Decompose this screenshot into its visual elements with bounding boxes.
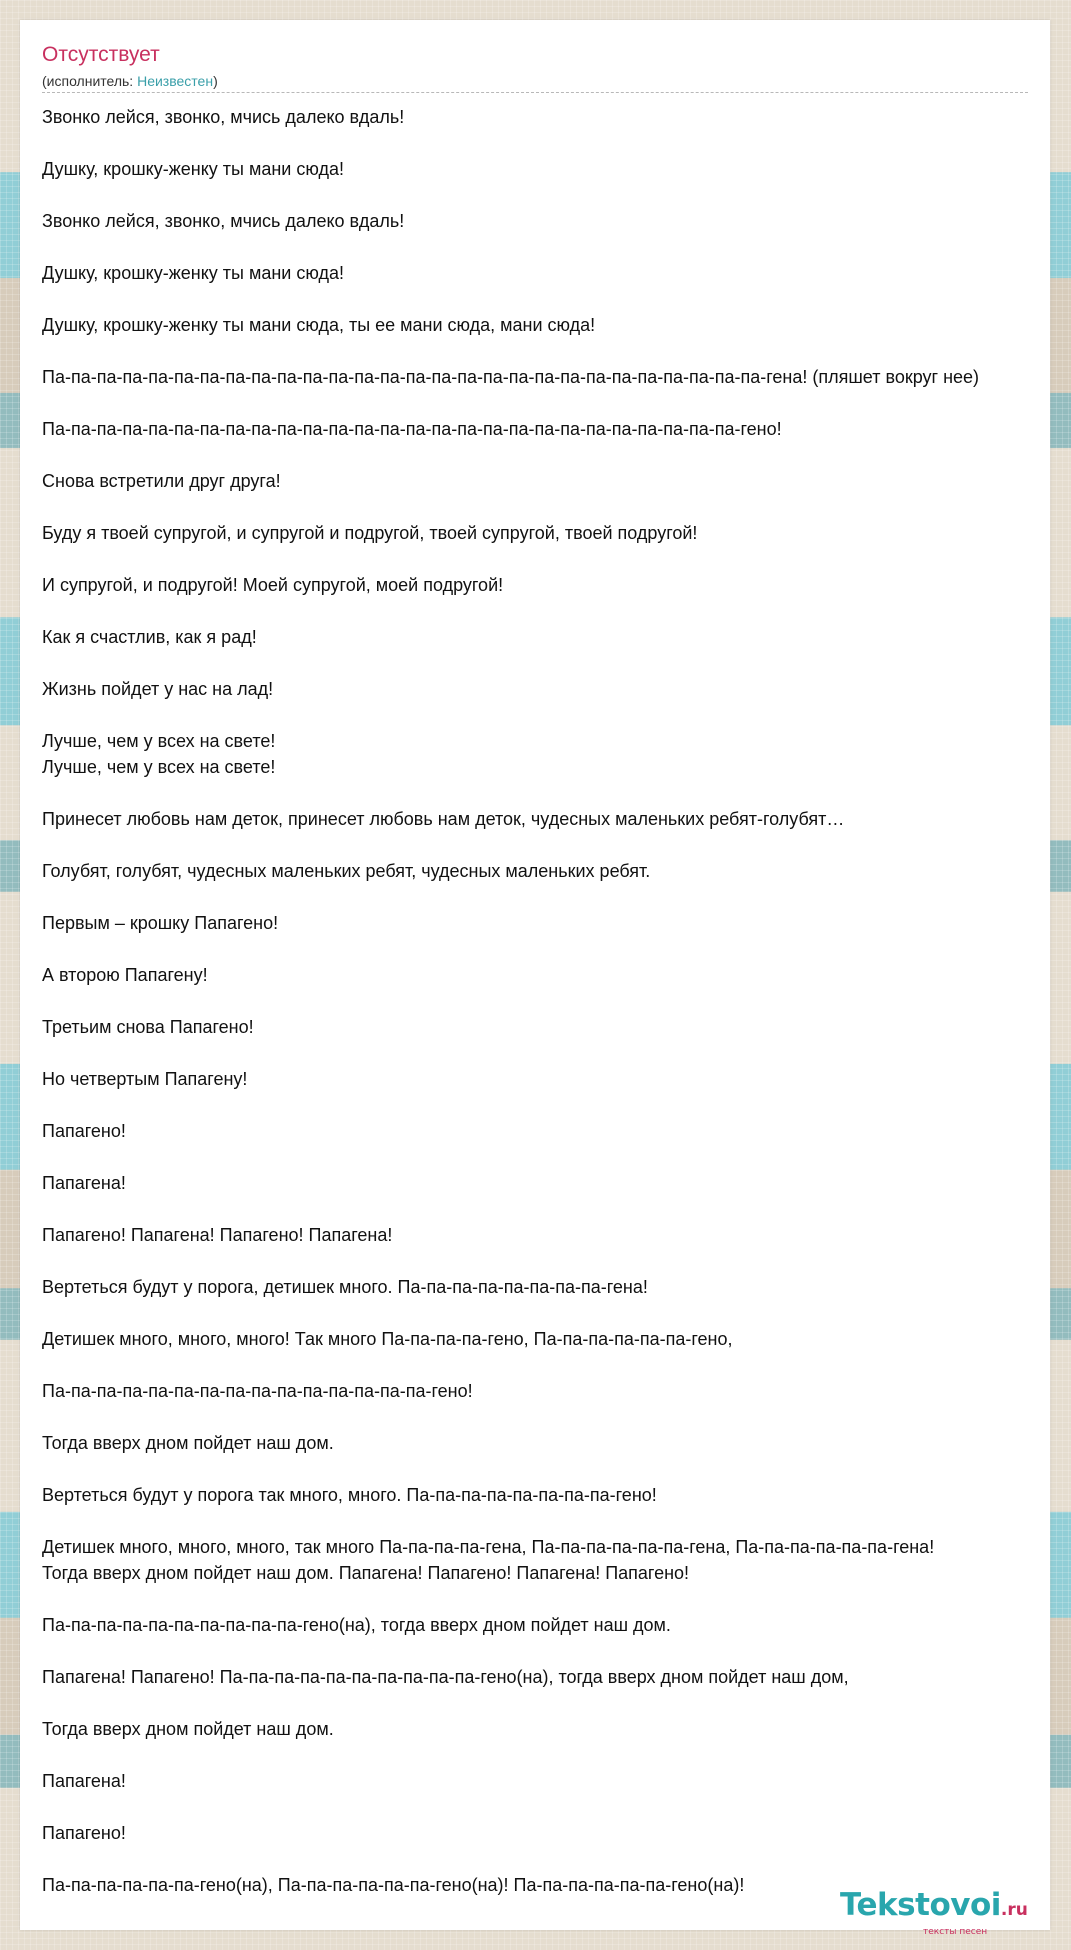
- lyric-stanza: [42, 1118, 1071, 1144]
- lyric-line: Тогда вверх дном пойдет наш дом.: [42, 1719, 334, 1739]
- lyric-line: Папагена! Папагено! Па-па-па-па-па-па-па-па-па-па-гено(на), тогда вверх дном пойдет наш дом,: [42, 1667, 849, 1687]
- lyric-line: Лучше, чем у всех на свете!: [42, 731, 276, 751]
- logo-tagline: тексты песен: [923, 1927, 988, 1937]
- lyric-line: Детишек много, много, много! Так много Па-па-па-па-гено, Па-па-па-па-па-па-гено,: [42, 1329, 733, 1349]
- lyric-line: Папагена!: [42, 1771, 126, 1791]
- lyric-stanza: [42, 1170, 1071, 1196]
- lyric-stanza: [42, 624, 1071, 650]
- lyric-line: Звонко лейся, звонко, мчись далеко вдаль!: [42, 211, 405, 231]
- lyric-stanza: [42, 572, 1071, 598]
- lyric-stanza: [42, 962, 1071, 988]
- lyric-line: Снова встретили друг друга!: [42, 471, 281, 491]
- lyric-stanza: [42, 1716, 1071, 1742]
- lyric-line: Па-па-па-па-па-па-па-па-па-па-па-па-па-па-па-па-па-па-па-па-па-па-па-па-па-па-па-гено!: [42, 419, 782, 439]
- lyric-stanza: [42, 416, 1071, 442]
- lyric-line: Принесет любовь нам деток, принесет любовь нам деток, чудесных маленьких ребят-голубят…: [42, 809, 845, 829]
- lyric-stanza: [42, 676, 1071, 702]
- lyric-stanza: [42, 1768, 1071, 1794]
- lyric-stanza: [42, 156, 1071, 182]
- lyric-stanza: [42, 1014, 1071, 1040]
- lyric-line: Тогда вверх дном пойдет наш дом. Папагена! Папагено! Папагена! Папагено!: [42, 1563, 690, 1583]
- lyric-stanza: [42, 728, 1071, 780]
- lyric-line: Па-па-па-па-па-па-гено(на), Па-па-па-па-па-па-гено(на)! Па-па-па-па-па-па-гено(на)!: [42, 1875, 745, 1895]
- lyric-line: А второю Папагену!: [42, 965, 208, 985]
- lyric-line: Жизнь пойдет у нас на лад!: [42, 679, 274, 699]
- lyric-stanza: [42, 104, 1071, 130]
- lyric-stanza: [42, 1664, 1071, 1690]
- lyric-line: Папагено!: [42, 1823, 126, 1843]
- lyric-line: И супругой, и подругой! Моей супругой, моей подругой!: [42, 575, 504, 595]
- lyric-stanza: [42, 858, 1071, 884]
- artist-suffix: ): [213, 73, 218, 89]
- lyric-stanza: [42, 1482, 1071, 1508]
- lyric-line: Буду я твоей супругой, и супругой и подругой, твоей супругой, твоей подругой!: [42, 523, 698, 543]
- lyrics-text: [42, 104, 1071, 1924]
- lyric-stanza: [42, 1534, 1071, 1586]
- lyric-stanza: [42, 260, 1071, 286]
- logo-suffix: .ru: [1000, 1900, 1028, 1920]
- lyric-line: Тогда вверх дном пойдет наш дом.: [42, 1433, 334, 1453]
- lyric-stanza: [42, 1820, 1071, 1846]
- lyric-stanza: [42, 520, 1071, 546]
- lyric-stanza: [42, 1378, 1071, 1404]
- lyric-stanza: [42, 1326, 1071, 1352]
- lyric-stanza: [42, 312, 1071, 338]
- lyric-line: Вертеться будут у порога так много, много. Па-па-па-па-па-па-па-па-гено!: [42, 1485, 657, 1505]
- lyric-line: Вертеться будут у порога, детишек много. Па-па-па-па-па-па-па-па-гена!: [42, 1277, 648, 1297]
- artist-prefix: (исполнитель:: [42, 73, 138, 89]
- lyric-line: Звонко лейся, звонко, мчись далеко вдаль!: [42, 107, 405, 127]
- song-title: Отсутствует: [42, 43, 160, 66]
- lyric-stanza: [42, 1612, 1071, 1638]
- lyric-line: Лучше, чем у всех на свете!: [42, 757, 276, 777]
- tekstovoi-logo[interactable]: [840, 1887, 1028, 1937]
- lyric-line: Детишек много, много, много, так много Па-па-па-па-гена, Па-па-па-па-па-па-гена, Па-па-па-па-па-па-гена!: [42, 1537, 935, 1557]
- lyric-stanza: [42, 1066, 1071, 1092]
- title-divider: [42, 92, 1028, 93]
- lyric-stanza: [42, 910, 1071, 936]
- lyric-line: Папагено! Папагена! Папагено! Папагена!: [42, 1225, 393, 1245]
- lyric-line: Но четвертым Папагену!: [42, 1069, 248, 1089]
- lyric-line: Голубят, голубят, чудесных маленьких ребят, чудесных маленьких ребят.: [42, 861, 651, 881]
- lyric-stanza: [42, 806, 1071, 832]
- lyric-line: Папагено!: [42, 1121, 126, 1141]
- lyric-stanza: [42, 1222, 1071, 1248]
- lyric-line: Душку, крошку-женку ты мани сюда!: [42, 159, 344, 179]
- lyric-stanza: [42, 1274, 1071, 1300]
- lyric-line: Папагена!: [42, 1173, 126, 1193]
- lyric-stanza: [42, 1430, 1071, 1456]
- logo-name: Tekstovoi: [840, 1887, 1001, 1923]
- lyric-stanza: [42, 468, 1071, 494]
- lyric-line: Душку, крошку-женку ты мани сюда!: [42, 263, 344, 283]
- lyric-line: Третьим снова Папагено!: [42, 1017, 254, 1037]
- artist-link[interactable]: Неизвестен: [137, 73, 214, 89]
- lyric-line: Как я счастлив, как я рад!: [42, 627, 257, 647]
- lyric-line: Па-па-па-па-па-па-па-па-па-па-гено(на), тогда вверх дном пойдет наш дом.: [42, 1615, 671, 1635]
- lyric-line: Первым – крошку Папагено!: [42, 913, 279, 933]
- lyrics-card: [20, 20, 1050, 1937]
- lyric-stanza: [42, 364, 1071, 390]
- lyric-line: Душку, крошку-женку ты мани сюда, ты ее мани сюда, мани сюда!: [42, 315, 596, 335]
- lyric-stanza: [42, 208, 1071, 234]
- lyric-line: Па-па-па-па-па-па-па-па-па-па-па-па-па-па-па-па-па-па-па-па-па-па-па-па-па-па-па-па-гена! (пляшет вокруг нее): [42, 367, 980, 387]
- artist-line: [42, 73, 218, 89]
- lyric-line: Па-па-па-па-па-па-па-па-па-па-па-па-па-па-па-гено!: [42, 1381, 473, 1401]
